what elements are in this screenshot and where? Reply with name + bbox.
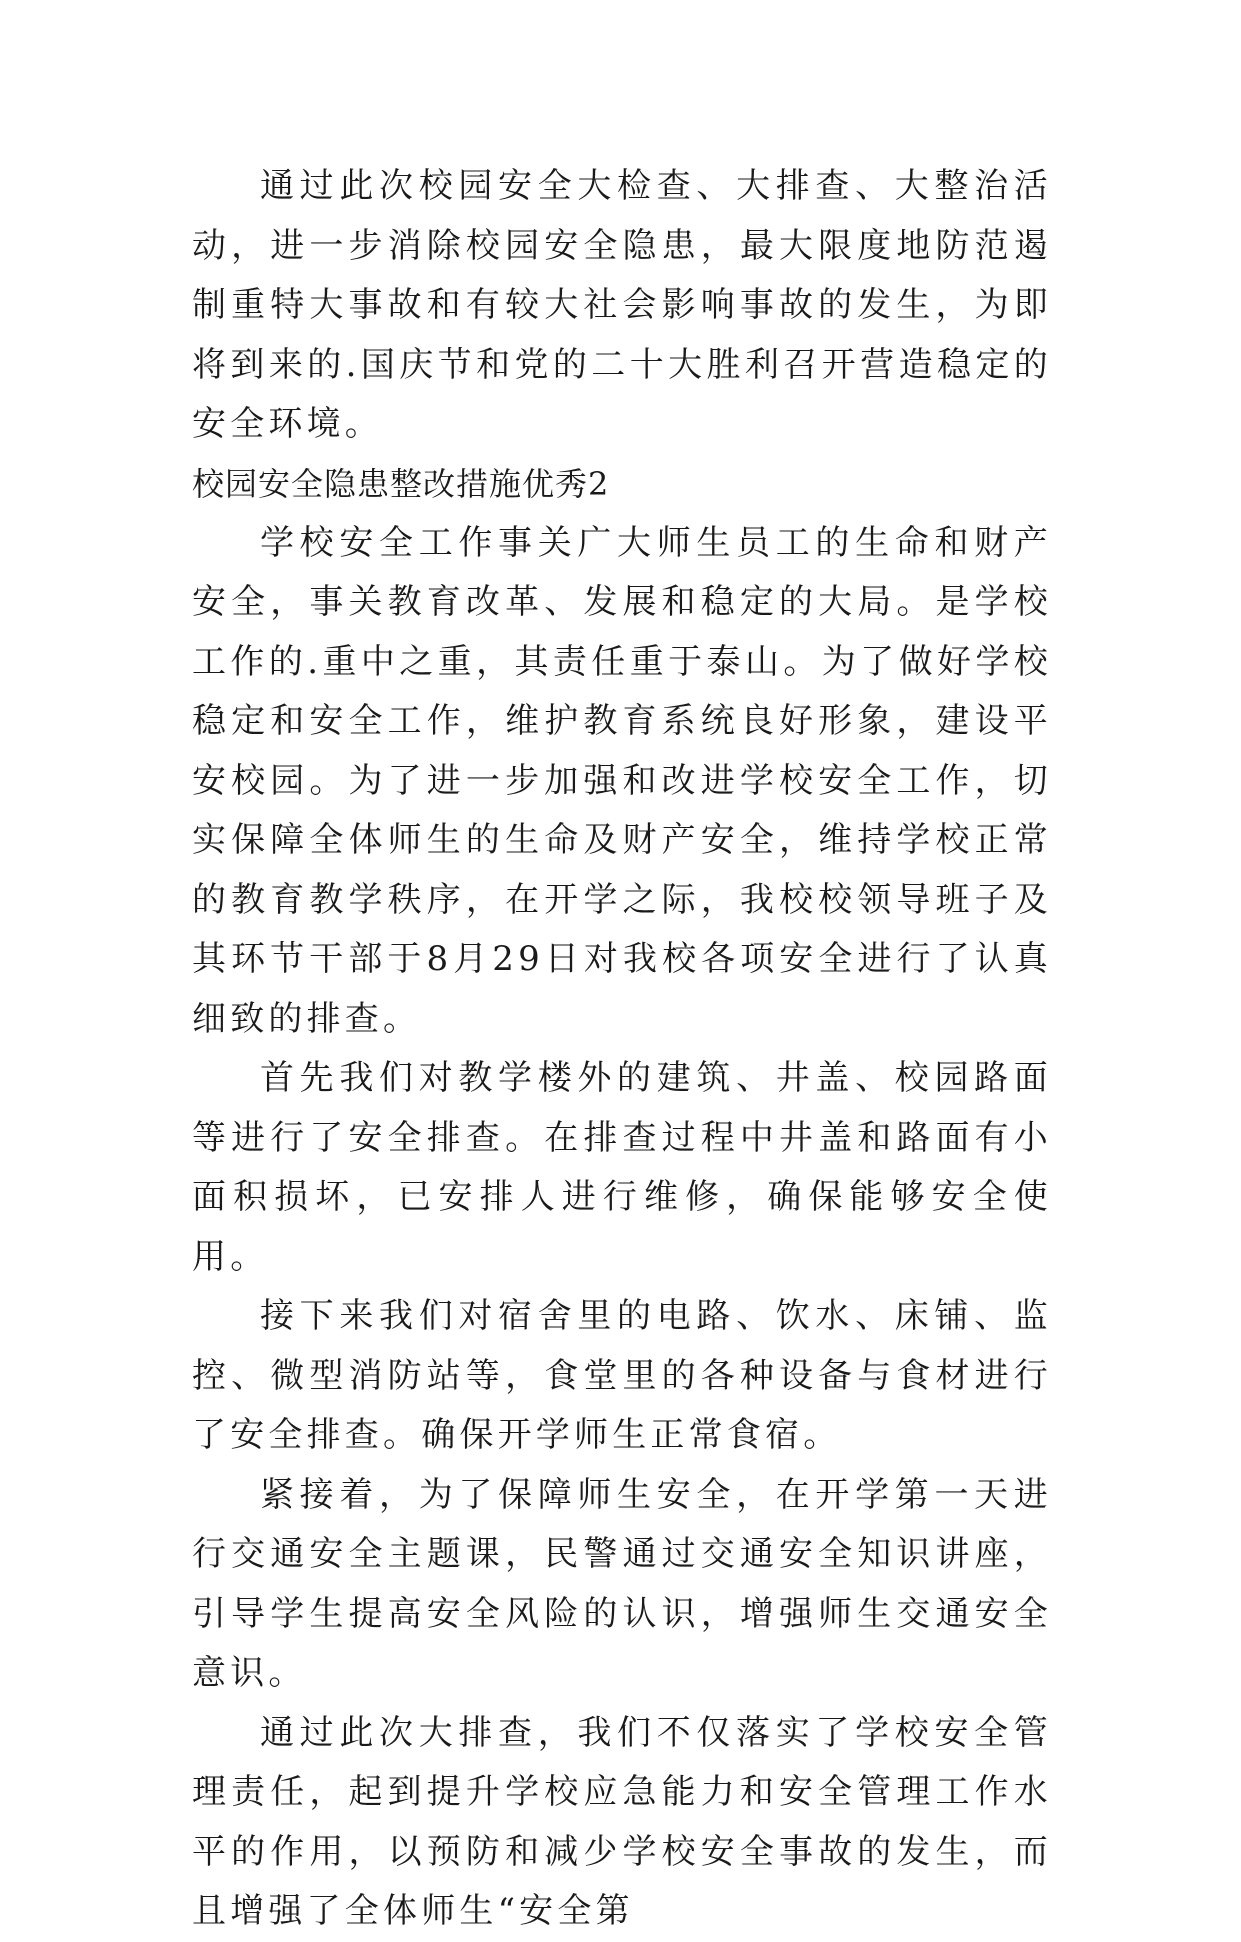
paragraph-dorm-check: 接下来我们对宿舍里的电路、饮水、床铺、监控、微型消防站等，食堂里的各种设备与食材进行了安全排查。确保开学师生正常食宿。 [192, 1296, 1052, 1455]
paragraph-summary: 通过此次大排查，我们不仅落实了学校安全管理责任，起到提升学校应急能力和安全管理工作水平的作用，以预防和减少学校安全事故的发生，而且增强了全体师生“安全第 [192, 1712, 1052, 1931]
paragraph-intro: 学校安全工作事关广大师生员工的生命和财产安全，事关教育改革、发展和稳定的大局。是学校工作的.重中之重，其责任重于泰山。为了做好学校稳定和安全工作，维护教育系统良好形象，建设平安校园。为了进一步加强和改进学校安全工作，切实保障全体师生的生命及财产安全，维持学校正常的教育教学秩序，在开学之际，我校校领导班子及其环节干部于8月29日对我校各项安全进行了认真细致的排查。 [192, 522, 1052, 1039]
paragraph-traffic-safety: 紧接着，为了保障师生安全，在开学第一天进行交通安全主题课，民警通过交通安全知识讲座，引导学生提高安全风险的认识，增强师生交通安全意识。 [192, 1474, 1052, 1693]
document-body [192, 157, 1052, 1942]
section-heading: 校园安全隐患整改措施优秀2 [192, 464, 610, 503]
paragraph-conclusion: 通过此次校园安全大检查、大排查、大整治活动，进一步消除校园安全隐患，最大限度地防范遏制重特大事故和有较大社会影响事故的发生，为即将到来的.国庆节和党的二十大胜利召开营造稳定的安全环境。 [192, 166, 1052, 444]
paragraph-building-check: 首先我们对教学楼外的建筑、井盖、校园路面等进行了安全排查。在排查过程中井盖和路面有小面积损坏，已安排人进行维修，确保能够安全使用。 [192, 1058, 1052, 1277]
